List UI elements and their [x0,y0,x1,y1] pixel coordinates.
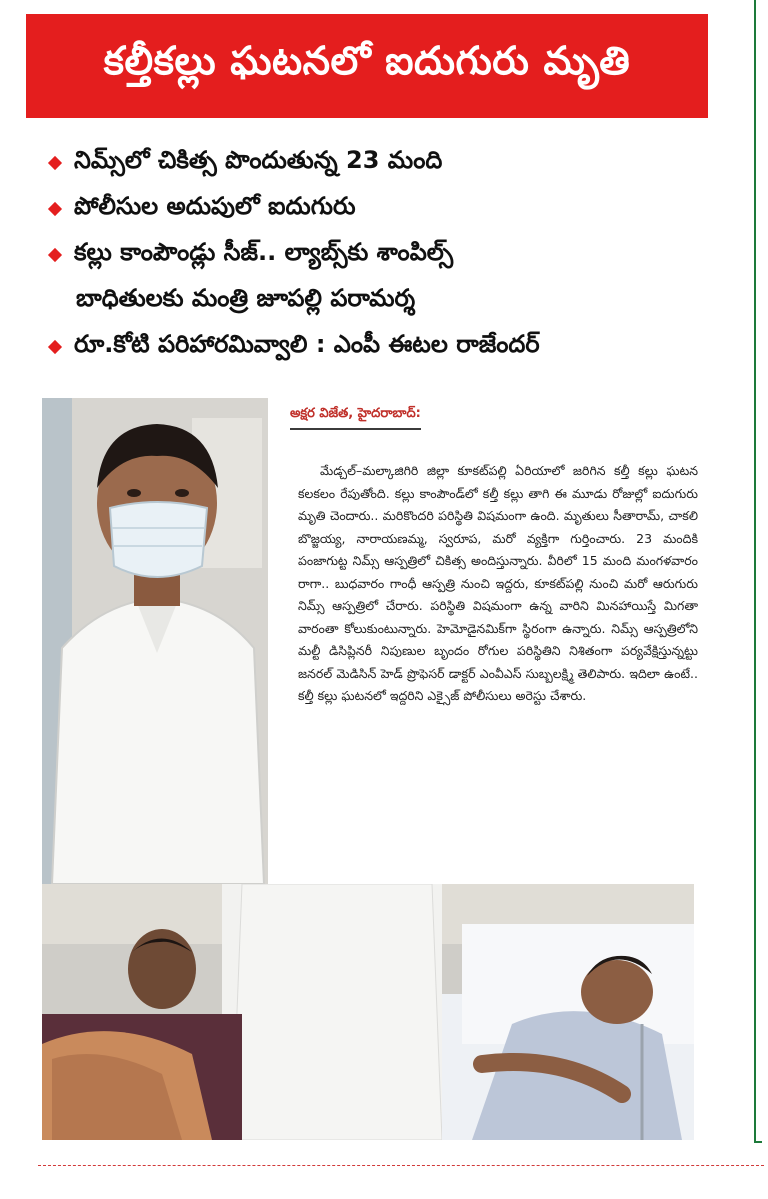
subheadline-list [50,140,740,370]
bullet-item [50,186,740,232]
headline-banner [26,14,708,118]
bullet-item [50,324,740,370]
bullet-text: బాధితులకు మంత్రి జూపల్లి పరామర్శ [76,284,416,312]
bullet-text: పోలీసుల అదుపులో ఐదుగురు [74,192,356,220]
diamond-bullet-icon [48,340,62,354]
photo-patients-hospital [42,884,694,1140]
bullet-item [50,140,740,186]
minister-photo-illustration [42,398,268,884]
bullet-item-continued [50,278,740,324]
diamond-bullet-icon [48,202,62,216]
headline: కల్తీకల్లు ఘటనలో ఐదుగురు మృతి [103,39,631,84]
article-dateline: అక్షర విజేత, హైదరాబాద్‌: [290,406,421,430]
article-paragraph: మేడ్చల్‌–మల్కాజిగిరి జిల్లా కూకట్‌పల్లి ఏరియాలో జరిగిన కల్తీ కల్లు ఘటన కలకలం రేపుతోంది. కల్లు కాంపౌండ్‌లో కల్తీ కల్లు తాగి ఈ మూడు రోజుల్లో ఐదుగురు మృతి చెందారు.. మరికొందరి పరిస్థితి విషమంగా ఉంది. మృతులు సీతారామ్‌, చాకలి బొజ్జయ్య, నారాయణమ్మ, స్వరూప, మరో వ్యక్తిగా గుర్తించారు. 23 మందికి పంజాగుట్ట నిమ్స్‌ ఆస్పత్రిలో చికిత్స అందిస్తున్నారు. వీరిలో 15 మంది మంగళవారం రాగా.. బుధవారం గాంధీ ఆస్పత్రి నుంచి ఇద్దరు, కూకట్‌పల్లి నుంచి మరో ఆరుగురు నిమ్స్‌ ఆస్పత్రిలో చేరారు. పరిస్థితి విషమంగా ఉన్న వారిని మినహాయిస్తే మిగతా వారంతా కోలుకుంటున్నారు. హెమోడైనమిక్‌గా స్థిరంగా ఉన్నారు. నిమ్స్‌ ఆస్పత్రిలోని మల్టీ డిసిప్లినరీ నిపుణుల బృందం రోగుల పరిస్థితిని నిశితంగా పర్యవేక్షిస్తున్నట్టు జనరల్‌ మెడిసిన్‌ హెడ్‌ ప్రొఫెసర్‌ డాక్టర్‌ ఎంవీఎస్‌ సుబ్బలక్ష్మి తెలిపారు. ఇదిలా ఉంటే.. కల్తీ కల్లు ఘటనలో ఇద్దరిని ఎక్సైజ్‌ పోలీసులు అరెస్టు చేశారు. [298,463,698,703]
photo-minister-visit [42,398,268,884]
article-body [298,460,698,708]
diamond-bullet-icon [48,156,62,170]
diamond-bullet-icon [48,248,62,262]
bullet-item [50,232,740,278]
page-border [754,0,762,1143]
bullet-text: కల్లు కాంపౌండ్లు సీజ్‌.. ల్యాబ్స్‌కు శాంపిల్స్‌ [74,238,454,266]
bullet-text: నిమ్స్‌లో చికిత్స పొందుతున్న 23 మంది [74,146,443,174]
bullet-text: రూ.కోటి పరిహారమివ్వాలి : ఎంపీ ఈటల రాజేందర్‌ [74,330,540,358]
section-divider [38,1165,764,1166]
hospital-photo-illustration [42,884,694,1140]
